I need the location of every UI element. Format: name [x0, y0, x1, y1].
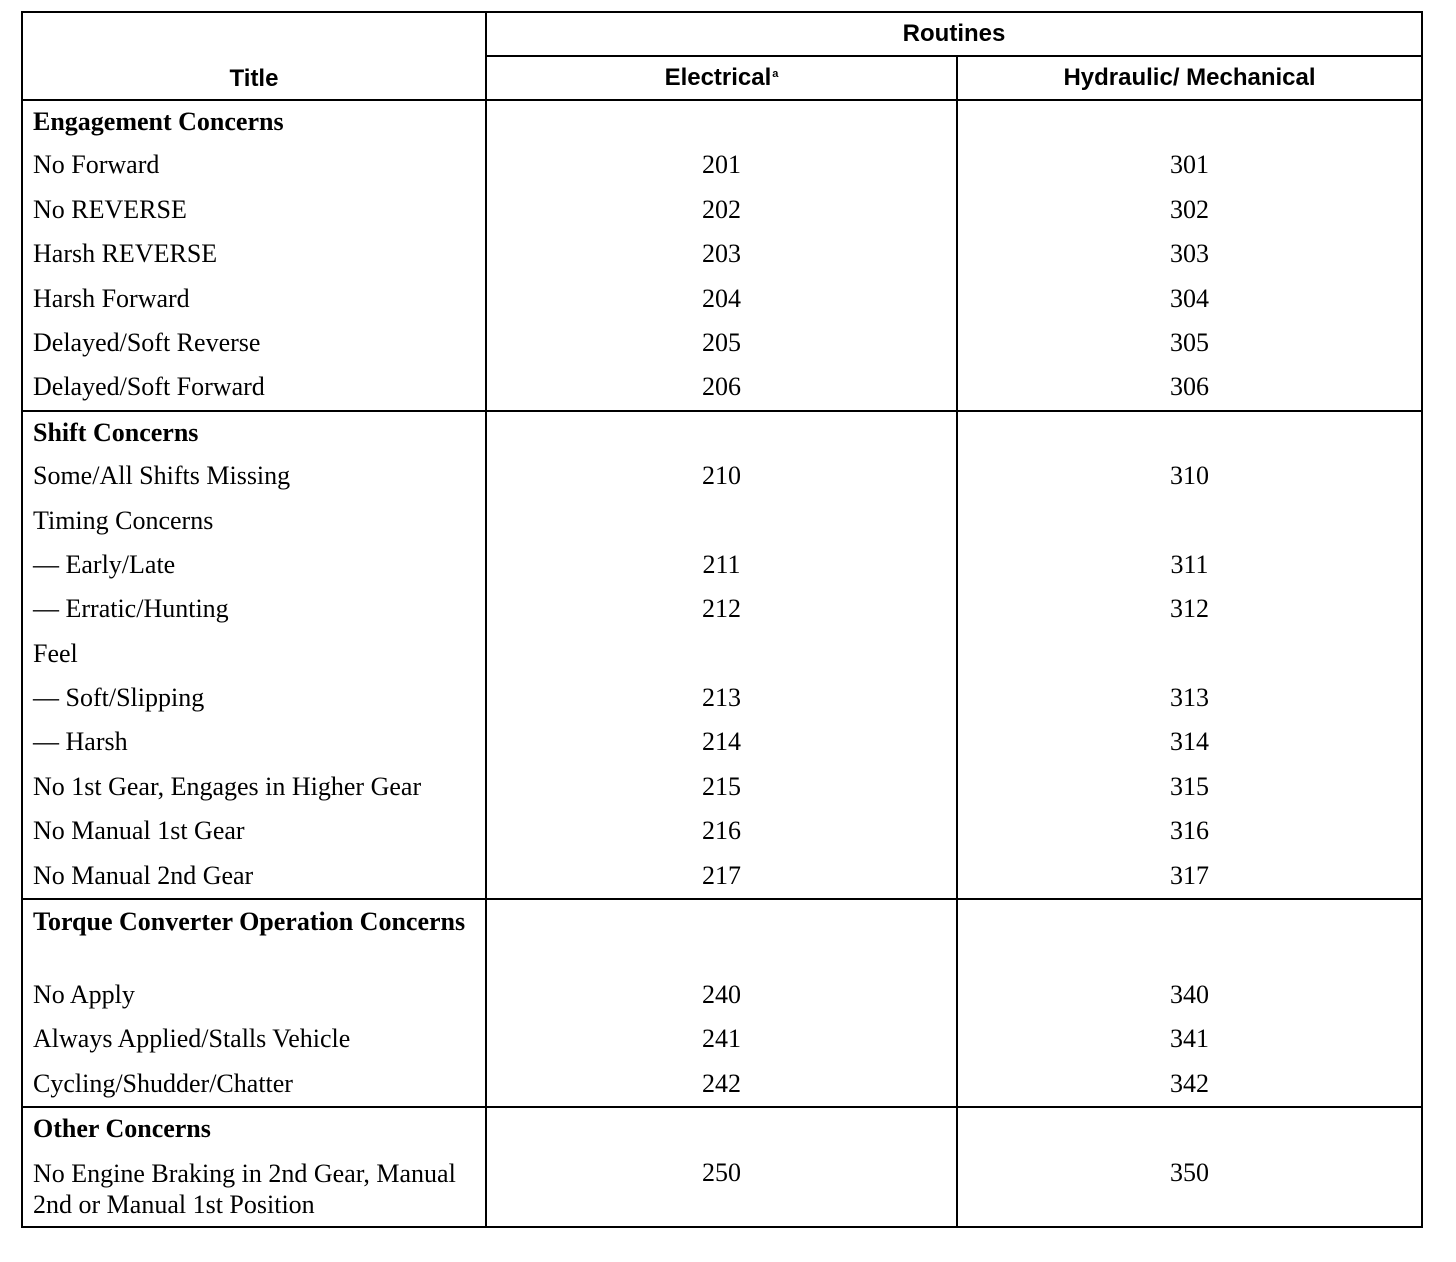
hydraulic-cell: 314 — [957, 721, 1422, 765]
hydraulic-cell: 306 — [957, 366, 1422, 410]
routines-table — [21, 11, 1423, 1228]
table-row — [22, 366, 1422, 410]
group-torque-converter-concerns — [22, 899, 1422, 1107]
row-title: Cycling/Shudder/Chatter — [22, 1063, 486, 1107]
electrical-cell — [486, 633, 957, 677]
electrical-cell: 202 — [486, 189, 957, 233]
electrical-cell: 215 — [486, 766, 957, 810]
hydraulic-cell: 310 — [957, 455, 1422, 499]
table-row — [22, 974, 1422, 1018]
table-row — [22, 677, 1422, 721]
electrical-header-label: Electrical — [664, 64, 772, 91]
hydraulic-cell: 315 — [957, 766, 1422, 810]
hydraulic-column-header: Hydraulic/ Mechanical — [957, 56, 1422, 100]
table-row — [22, 1063, 1422, 1107]
hydraulic-cell: 341 — [957, 1018, 1422, 1062]
electrical-cell: 212 — [486, 588, 957, 632]
table-row — [22, 633, 1422, 677]
group-heading-row — [22, 1107, 1422, 1151]
hydraulic-cell: 312 — [957, 588, 1422, 632]
row-title: No 1st Gear, Engages in Higher Gear — [22, 766, 486, 810]
electrical-cell: 210 — [486, 455, 957, 499]
hydraulic-cell — [957, 411, 1422, 455]
group-heading-row — [22, 899, 1422, 974]
footnote-marker: a — [772, 68, 779, 80]
electrical-cell: 217 — [486, 855, 957, 899]
hydraulic-cell: 304 — [957, 278, 1422, 322]
routines-column-header: Routines — [486, 12, 1422, 56]
table-row — [22, 544, 1422, 588]
table-row — [22, 1018, 1422, 1062]
table-row — [22, 144, 1422, 188]
hydraulic-cell — [957, 899, 1422, 974]
hydraulic-cell: 311 — [957, 544, 1422, 588]
row-title: Timing Concerns — [22, 500, 486, 544]
group-shift-concerns — [22, 411, 1422, 899]
group-heading: Torque Converter Operation Concerns — [22, 899, 486, 974]
table-row — [22, 500, 1422, 544]
hydraulic-cell: 305 — [957, 322, 1422, 366]
hydraulic-cell: 316 — [957, 810, 1422, 854]
title-column-header: Title — [22, 12, 486, 100]
table-row — [22, 588, 1422, 632]
row-title: Harsh Forward — [22, 278, 486, 322]
row-title: No Manual 2nd Gear — [22, 855, 486, 899]
electrical-cell: 204 — [486, 278, 957, 322]
hydraulic-cell: 340 — [957, 974, 1422, 1018]
row-title: Harsh REVERSE — [22, 233, 486, 277]
table-row — [22, 322, 1422, 366]
hydraulic-cell: 303 — [957, 233, 1422, 277]
row-title: Feel — [22, 633, 486, 677]
row-title: Some/All Shifts Missing — [22, 455, 486, 499]
row-title: — Erratic/Hunting — [22, 588, 486, 632]
table-header — [22, 12, 1422, 100]
electrical-cell: 250 — [486, 1152, 957, 1227]
hydraulic-cell — [957, 500, 1422, 544]
row-title: No REVERSE — [22, 189, 486, 233]
row-title: No Manual 1st Gear — [22, 810, 486, 854]
hydraulic-cell — [957, 633, 1422, 677]
group-heading-row — [22, 411, 1422, 455]
group-heading-row — [22, 100, 1422, 144]
electrical-cell: 203 — [486, 233, 957, 277]
electrical-cell: 201 — [486, 144, 957, 188]
row-title: No Forward — [22, 144, 486, 188]
table-row — [22, 810, 1422, 854]
hydraulic-cell — [957, 1107, 1422, 1151]
row-title: — Early/Late — [22, 544, 486, 588]
row-title: Always Applied/Stalls Vehicle — [22, 1018, 486, 1062]
electrical-cell: 216 — [486, 810, 957, 854]
table-row — [22, 855, 1422, 899]
row-title: Delayed/Soft Forward — [22, 366, 486, 410]
electrical-cell — [486, 411, 957, 455]
hydraulic-cell — [957, 100, 1422, 144]
group-engagement-concerns — [22, 100, 1422, 411]
group-heading: Engagement Concerns — [22, 100, 486, 144]
hydraulic-cell: 317 — [957, 855, 1422, 899]
table-row — [22, 189, 1422, 233]
row-title: No Engine Braking in 2nd Gear, Manual 2nd or Manual 1st Position — [22, 1152, 486, 1227]
electrical-cell — [486, 100, 957, 144]
electrical-cell — [486, 1107, 957, 1151]
hydraulic-cell: 313 — [957, 677, 1422, 721]
table-row — [22, 766, 1422, 810]
row-title: No Apply — [22, 974, 486, 1018]
electrical-cell: 213 — [486, 677, 957, 721]
electrical-cell: 205 — [486, 322, 957, 366]
electrical-cell: 211 — [486, 544, 957, 588]
row-title: Delayed/Soft Reverse — [22, 322, 486, 366]
electrical-column-header — [486, 56, 957, 100]
table-row — [22, 1152, 1422, 1227]
electrical-cell — [486, 500, 957, 544]
electrical-cell: 241 — [486, 1018, 957, 1062]
electrical-cell — [486, 899, 957, 974]
group-other-concerns — [22, 1107, 1422, 1226]
electrical-cell: 240 — [486, 974, 957, 1018]
hydraulic-cell: 342 — [957, 1063, 1422, 1107]
group-heading: Shift Concerns — [22, 411, 486, 455]
electrical-cell: 242 — [486, 1063, 957, 1107]
table-row — [22, 278, 1422, 322]
table-row — [22, 721, 1422, 765]
table-row — [22, 233, 1422, 277]
table-row — [22, 455, 1422, 499]
row-title: — Harsh — [22, 721, 486, 765]
group-heading: Other Concerns — [22, 1107, 486, 1151]
electrical-cell: 214 — [486, 721, 957, 765]
electrical-cell: 206 — [486, 366, 957, 410]
hydraulic-cell: 302 — [957, 189, 1422, 233]
row-title: — Soft/Slipping — [22, 677, 486, 721]
hydraulic-cell: 301 — [957, 144, 1422, 188]
hydraulic-cell: 350 — [957, 1152, 1422, 1227]
